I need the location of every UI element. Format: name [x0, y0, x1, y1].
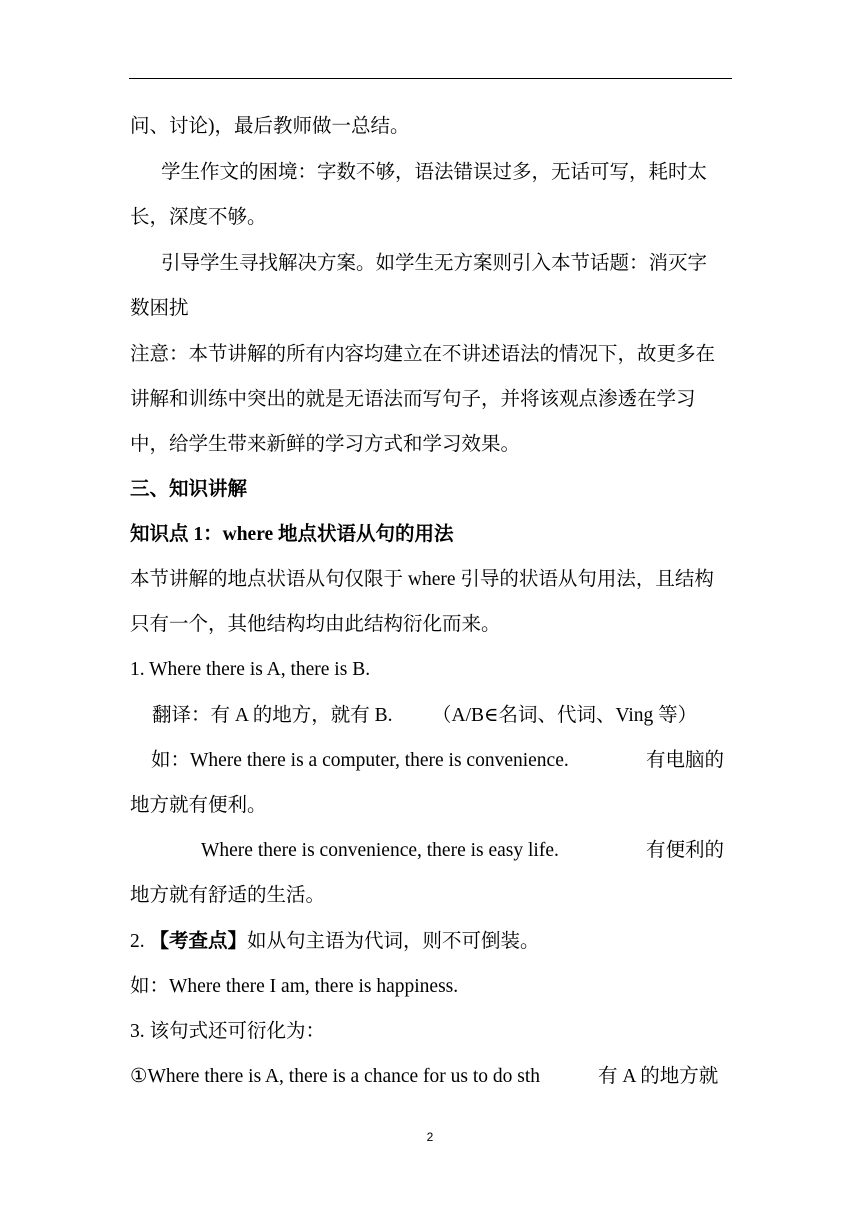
example-translation: 有便利的: [646, 840, 725, 861]
variant-item: ①Where there is A, there is a chance for us to do sth: [130, 1066, 541, 1087]
paragraph-line: 讲解和训练中突出的就是无语法而写句子，并将该观点渗透在学习: [130, 389, 696, 410]
paragraph-line: 引导学生寻找解决方案。如学生无方案则引入本节话题：消灭字: [161, 253, 708, 274]
paragraph-line: 学生作文的困境：字数不够，语法错误过多，无话可写，耗时太: [161, 162, 708, 183]
paragraph-line: 地方就有便利。: [130, 795, 267, 816]
paragraph-line: 问、讨论)，最后教师做一总结。: [130, 116, 410, 137]
paragraph-line: 地方就有舒适的生活。: [130, 885, 326, 906]
translation-note: （A/B∈名词、代词、Ving 等）: [432, 705, 698, 726]
example-translation: 有电脑的: [646, 750, 725, 771]
example-line: 如：Where there I am, there is happiness.: [130, 976, 459, 997]
paragraph-line: 数困扰: [130, 298, 189, 319]
paragraph-line: 本节讲解的地点状语从句仅限于 where 引导的状语从句用法，且结构: [130, 569, 714, 590]
paragraph-line: 注意：本节讲解的所有内容均建立在不讲述语法的情况下，故更多在: [130, 344, 716, 365]
page-number: 2: [426, 1130, 434, 1144]
paragraph-line: 长，深度不够。: [130, 207, 267, 228]
example-line: Where there is convenience, there is easy life.: [201, 840, 559, 861]
example-line: 如：Where there is a computer, there is convenience.: [151, 750, 569, 771]
section-heading: 三、知识讲解: [130, 479, 248, 500]
numbered-item: [130, 930, 540, 954]
exam-point-text: 如从句主语为代词，则不可倒装。: [247, 931, 540, 952]
translation-line: 翻译：有 A 的地方，就有 B.: [152, 705, 393, 726]
paragraph-line: 只有一个，其他结构均由此结构衍化而来。: [130, 614, 501, 635]
variant-translation: 有 A 的地方就: [598, 1066, 719, 1087]
numbered-item: 3. 该句式还可衍化为：: [130, 1021, 326, 1042]
item-number: 2.: [130, 931, 150, 952]
paragraph-line: 中，给学生带来新鲜的学习方式和学习效果。: [130, 434, 521, 455]
knowledge-point-heading: 知识点 1：where 地点状语从句的用法: [130, 524, 454, 545]
numbered-item: 1. Where there is A, there is B.: [130, 659, 371, 680]
header-rule: [129, 78, 732, 79]
exam-point-label: 【考查点】: [149, 931, 248, 952]
